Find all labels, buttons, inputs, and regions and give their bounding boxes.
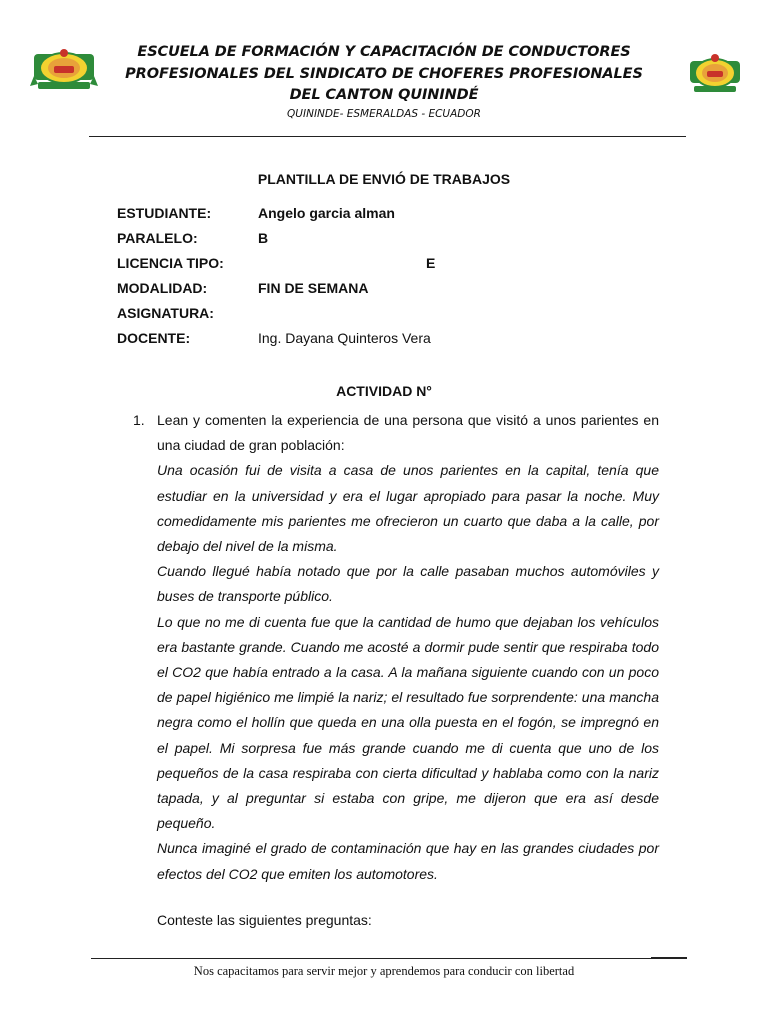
teacher-value: Ing. Dayana Quinteros Vera: [258, 330, 431, 346]
field-row-paralelo: [117, 228, 677, 253]
school-logo-left: [30, 46, 98, 96]
story-paragraph: Cuando llegué había notado que por la calle pasaban muchos automóviles y buses de transporte público.: [157, 563, 659, 605]
story-paragraph: Lo que no me di cuenta fue que la cantidad de humo que dejaban los vehículos era bastante grande. Cuando me acosté a dormir pude sentir que respiraba todo el CO2 que había entrado a la casa. A la mañana siguiente cuando con un poco de papel higiénico me limpié la nariz; el resultado fue sorprendente: una mancha negra como el hollín que queda en una olla puesta en el fogón, se impregnó en el papel. Mi sorpresa fue más grande cuando me di cuenta que uno de los pequeños de la casa respiraba con cierta dificultad y hablaba como con la nariz tapada, y al preguntar si estaba con gripe, me dijeron que era así desde pequeño.: [157, 613, 659, 832]
story-paragraph: Una ocasión fui de visita a casa de unos parientes en la capital, tenía que estudiar en la universidad y era el lugar apropiado para pasar la noche. Muy comedidamente mis parientes me ofrecieron un cuarto que daba a la calle, por debajo del nivel de la misma.: [157, 462, 659, 555]
license-type-value: E: [426, 255, 436, 271]
paralelo-label: PARALELO:: [117, 230, 198, 246]
institution-location: QUININDE- ESMERALDAS - ECUADOR: [287, 107, 481, 120]
school-logo-right: [686, 52, 744, 98]
student-info-fields: [117, 203, 677, 353]
questions-prompt: Conteste las siguientes preguntas:: [157, 912, 372, 928]
modality-label: MODALIDAD:: [117, 280, 208, 296]
footer-motto: Nos capacitamos para servir mejor y aprendemos para conducir con libertad: [193, 964, 575, 978]
paralelo-value: B: [258, 230, 269, 246]
institution-name-line-2: PROFESIONALES DEL SINDICATO DE CHOFERES PROFESIONALES: [125, 65, 643, 82]
field-row-teacher: [117, 328, 677, 353]
activity-title: ACTIVIDAD N°: [336, 383, 432, 399]
item-number: 1.: [133, 412, 145, 428]
field-row-subject: [117, 303, 677, 328]
institution-name-line-1: ESCUELA DE FORMACIÓN Y CAPACITACIÓN DE CONDUCTORES: [137, 44, 631, 60]
institution-header: [100, 42, 668, 120]
footer-divider: [91, 958, 687, 959]
modality-value: FIN DE SEMANA: [258, 280, 369, 296]
document-title: PLANTILLA DE ENVIÓ DE TRABAJOS: [257, 171, 511, 187]
item-body: [157, 408, 659, 887]
license-type-label: LICENCIA TIPO:: [117, 255, 224, 271]
teacher-label: DOCENTE:: [117, 330, 191, 346]
student-value: Angelo garcia alman: [258, 205, 395, 221]
story-paragraph: Nunca imaginé el grado de contaminación que hay en las grandes ciudades por efectos del CO2 que emiten los automotores.: [157, 840, 659, 882]
footer-divider-accent: [651, 957, 687, 959]
item-intro: Lean y comenten la experiencia de una persona que visitó a unos parientes en una ciudad de gran población:: [157, 412, 659, 454]
field-row-student: [117, 203, 677, 228]
field-row-modality: [117, 278, 677, 303]
subject-label: ASIGNATURA:: [117, 305, 214, 321]
student-label: ESTUDIANTE:: [117, 205, 212, 221]
institution-name-line-3: DEL CANTON QUININDÉ: [289, 87, 479, 103]
field-row-license-type: [117, 253, 677, 278]
header-divider: [89, 136, 686, 137]
